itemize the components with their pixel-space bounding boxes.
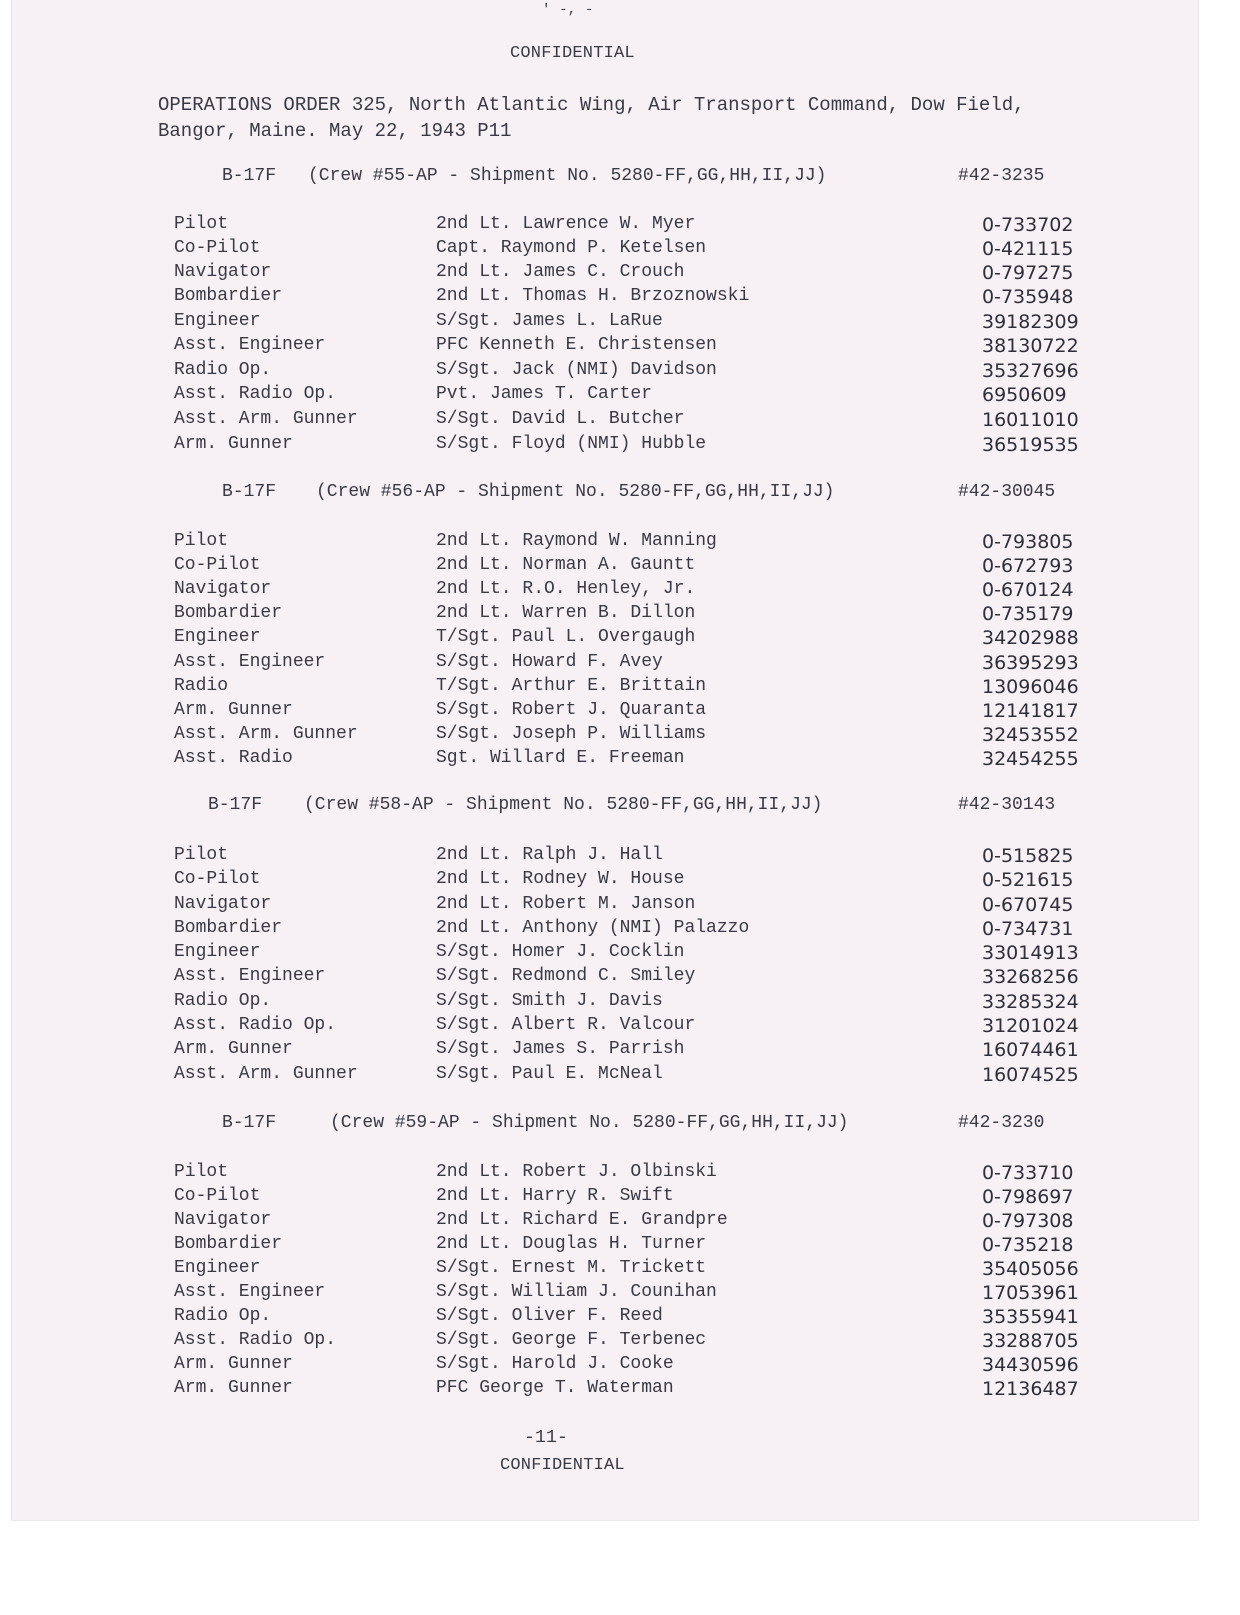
position: Bombardier xyxy=(174,286,283,306)
member-name: S/Sgt. James L. LaRue xyxy=(436,311,663,331)
position: Radio xyxy=(174,676,229,696)
aircraft-type: B-17F xyxy=(208,795,263,815)
position: Pilot xyxy=(174,531,229,551)
member-name: S/Sgt. Oliver F. Reed xyxy=(436,1306,663,1326)
aircraft-serial: #42-3230 xyxy=(958,1113,1045,1133)
serial-number: 16011010 xyxy=(982,409,1079,431)
classification-bottom: CONFIDENTIAL xyxy=(500,1456,625,1475)
member-name: S/Sgt. James S. Parrish xyxy=(436,1039,685,1059)
member-name: 2nd Lt. Lawrence W. Myer xyxy=(436,214,696,234)
position: Asst. Arm. Gunner xyxy=(174,1064,358,1084)
member-name: 2nd Lt. Robert M. Janson xyxy=(436,894,696,914)
serial-number: 33288705 xyxy=(982,1330,1079,1352)
member-name: S/Sgt. Howard F. Avey xyxy=(436,652,663,672)
member-name: 2nd Lt. Rodney W. House xyxy=(436,869,685,889)
top-marks: ' -, - xyxy=(542,2,594,18)
position: Bombardier xyxy=(174,918,283,938)
position: Asst. Radio Op. xyxy=(174,1015,337,1035)
position: Radio Op. xyxy=(174,1306,272,1326)
member-name: 2nd Lt. Thomas H. Brzoznowski xyxy=(436,286,750,306)
aircraft-type: B-17F xyxy=(222,482,277,502)
position: Navigator xyxy=(174,262,272,282)
serial-number: 38130722 xyxy=(982,335,1079,357)
member-name: T/Sgt. Arthur E. Brittain xyxy=(436,676,707,696)
serial-number: 0-735948 xyxy=(982,286,1074,308)
aircraft-serial: #42-30143 xyxy=(958,795,1056,815)
position: Asst. Engineer xyxy=(174,1282,326,1302)
serial-number: 16074525 xyxy=(982,1064,1079,1086)
crew-description: (Crew #55-AP - Shipment No. 5280-FF,GG,HH,II,JJ) xyxy=(308,166,827,186)
member-name: S/Sgt. Harold J. Cooke xyxy=(436,1354,674,1374)
member-name: PFC Kenneth E. Christensen xyxy=(436,335,717,355)
member-name: S/Sgt. Paul E. McNeal xyxy=(436,1064,663,1084)
member-name: S/Sgt. Smith J. Davis xyxy=(436,991,663,1011)
serial-number: 35355941 xyxy=(982,1306,1079,1328)
serial-number: 31201024 xyxy=(982,1015,1079,1037)
position: Asst. Radio xyxy=(174,748,293,768)
member-name: T/Sgt. Paul L. Overgaugh xyxy=(436,627,696,647)
position: Arm. Gunner xyxy=(174,434,293,454)
serial-number: 0-672793 xyxy=(982,555,1074,577)
member-name: 2nd Lt. Richard E. Grandpre xyxy=(436,1210,728,1230)
position: Pilot xyxy=(174,1162,229,1182)
member-name: S/Sgt. Ernest M. Trickett xyxy=(436,1258,707,1278)
serial-number: 35405056 xyxy=(982,1258,1079,1280)
heading-line-1: OPERATIONS ORDER 325, North Atlantic Wing, Air Transport Command, Dow Field, xyxy=(158,94,1025,116)
serial-number: 0-797275 xyxy=(982,262,1074,284)
member-name: S/Sgt. Albert R. Valcour xyxy=(436,1015,696,1035)
position: Asst. Arm. Gunner xyxy=(174,724,358,744)
position: Arm. Gunner xyxy=(174,700,293,720)
position: Bombardier xyxy=(174,1234,283,1254)
crew-description: (Crew #58-AP - Shipment No. 5280-FF,GG,HH,II,JJ) xyxy=(304,795,823,815)
position: Pilot xyxy=(174,845,229,865)
member-name: S/Sgt. Joseph P. Williams xyxy=(436,724,707,744)
serial-number: 0-735218 xyxy=(982,1234,1074,1256)
position: Arm. Gunner xyxy=(174,1039,293,1059)
serial-number: 0-670124 xyxy=(982,579,1074,601)
member-name: 2nd Lt. Ralph J. Hall xyxy=(436,845,663,865)
aircraft-serial: #42-3235 xyxy=(958,166,1045,186)
position: Engineer xyxy=(174,1258,261,1278)
position: Navigator xyxy=(174,579,272,599)
position: Co-Pilot xyxy=(174,869,261,889)
serial-number: 34202988 xyxy=(982,627,1079,649)
position: Arm. Gunner xyxy=(174,1378,293,1398)
position: Engineer xyxy=(174,942,261,962)
member-name: 2nd Lt. R.O. Henley, Jr. xyxy=(436,579,696,599)
member-name: 2nd Lt. Raymond W. Manning xyxy=(436,531,717,551)
serial-number: 0-735179 xyxy=(982,603,1074,625)
member-name: Sgt. Willard E. Freeman xyxy=(436,748,685,768)
classification-top: CONFIDENTIAL xyxy=(510,44,635,63)
position: Engineer xyxy=(174,311,261,331)
serial-number: 33285324 xyxy=(982,991,1079,1013)
serial-number: 0-515825 xyxy=(982,845,1074,867)
position: Radio Op. xyxy=(174,991,272,1011)
serial-number: 16074461 xyxy=(982,1039,1079,1061)
aircraft-serial: #42-30045 xyxy=(958,482,1056,502)
position: Asst. Radio Op. xyxy=(174,1330,337,1350)
position: Radio Op. xyxy=(174,360,272,380)
serial-number: 33268256 xyxy=(982,966,1079,988)
member-name: S/Sgt. Redmond C. Smiley xyxy=(436,966,696,986)
member-name: 2nd Lt. Harry R. Swift xyxy=(436,1186,674,1206)
serial-number: 0-793805 xyxy=(982,531,1074,553)
position: Navigator xyxy=(174,1210,272,1230)
crew-description: (Crew #56-AP - Shipment No. 5280-FF,GG,HH,II,JJ) xyxy=(316,482,835,502)
serial-number: 6950609 xyxy=(982,384,1067,406)
member-name: PFC George T. Waterman xyxy=(436,1378,674,1398)
member-name: 2nd Lt. Douglas H. Turner xyxy=(436,1234,707,1254)
position: Co-Pilot xyxy=(174,555,261,575)
serial-number: 32453552 xyxy=(982,724,1079,746)
member-name: 2nd Lt. James C. Crouch xyxy=(436,262,685,282)
position: Navigator xyxy=(174,894,272,914)
document-page xyxy=(12,0,1198,1520)
member-name: S/Sgt. David L. Butcher xyxy=(436,409,685,429)
serial-number: 12141817 xyxy=(982,700,1079,722)
serial-number: 0-733710 xyxy=(982,1162,1074,1184)
member-name: Capt. Raymond P. Ketelsen xyxy=(436,238,707,258)
serial-number: 17053961 xyxy=(982,1282,1079,1304)
member-name: Pvt. James T. Carter xyxy=(436,384,653,404)
serial-number: 36519535 xyxy=(982,434,1079,456)
serial-number: 39182309 xyxy=(982,311,1079,333)
position: Asst. Arm. Gunner xyxy=(174,409,358,429)
position: Co-Pilot xyxy=(174,238,261,258)
member-name: S/Sgt. Homer J. Cocklin xyxy=(436,942,685,962)
serial-number: 12136487 xyxy=(982,1378,1079,1400)
aircraft-type: B-17F xyxy=(222,166,277,186)
member-name: S/Sgt. William J. Counihan xyxy=(436,1282,717,1302)
serial-number: 0-797308 xyxy=(982,1210,1074,1232)
member-name: S/Sgt. Floyd (NMI) Hubble xyxy=(436,434,707,454)
crew-description: (Crew #59-AP - Shipment No. 5280-FF,GG,HH,II,JJ) xyxy=(330,1113,849,1133)
position: Asst. Engineer xyxy=(174,652,326,672)
position: Bombardier xyxy=(174,603,283,623)
serial-number: 0-734731 xyxy=(982,918,1074,940)
serial-number: 34430596 xyxy=(982,1354,1079,1376)
serial-number: 0-421115 xyxy=(982,238,1074,260)
member-name: S/Sgt. Jack (NMI) Davidson xyxy=(436,360,717,380)
position: Arm. Gunner xyxy=(174,1354,293,1374)
member-name: 2nd Lt. Robert J. Olbinski xyxy=(436,1162,717,1182)
serial-number: 0-670745 xyxy=(982,894,1074,916)
aircraft-type: B-17F xyxy=(222,1113,277,1133)
position: Engineer xyxy=(174,627,261,647)
serial-number: 0-798697 xyxy=(982,1186,1074,1208)
position: Pilot xyxy=(174,214,229,234)
serial-number: 0-733702 xyxy=(982,214,1074,236)
member-name: 2nd Lt. Norman A. Gauntt xyxy=(436,555,696,575)
position: Asst. Engineer xyxy=(174,966,326,986)
member-name: S/Sgt. George F. Terbenec xyxy=(436,1330,707,1350)
serial-number: 13096046 xyxy=(982,676,1079,698)
heading-line-2: Bangor, Maine. May 22, 1943 P11 xyxy=(158,120,512,142)
member-name: 2nd Lt. Anthony (NMI) Palazzo xyxy=(436,918,750,938)
member-name: 2nd Lt. Warren B. Dillon xyxy=(436,603,696,623)
page-number: -11- xyxy=(524,1428,569,1448)
serial-number: 32454255 xyxy=(982,748,1079,770)
position: Asst. Engineer xyxy=(174,335,326,355)
serial-number: 36395293 xyxy=(982,652,1079,674)
serial-number: 33014913 xyxy=(982,942,1079,964)
serial-number: 0-521615 xyxy=(982,869,1074,891)
position: Co-Pilot xyxy=(174,1186,261,1206)
position: Asst. Radio Op. xyxy=(174,384,337,404)
member-name: S/Sgt. Robert J. Quaranta xyxy=(436,700,707,720)
serial-number: 35327696 xyxy=(982,360,1079,382)
